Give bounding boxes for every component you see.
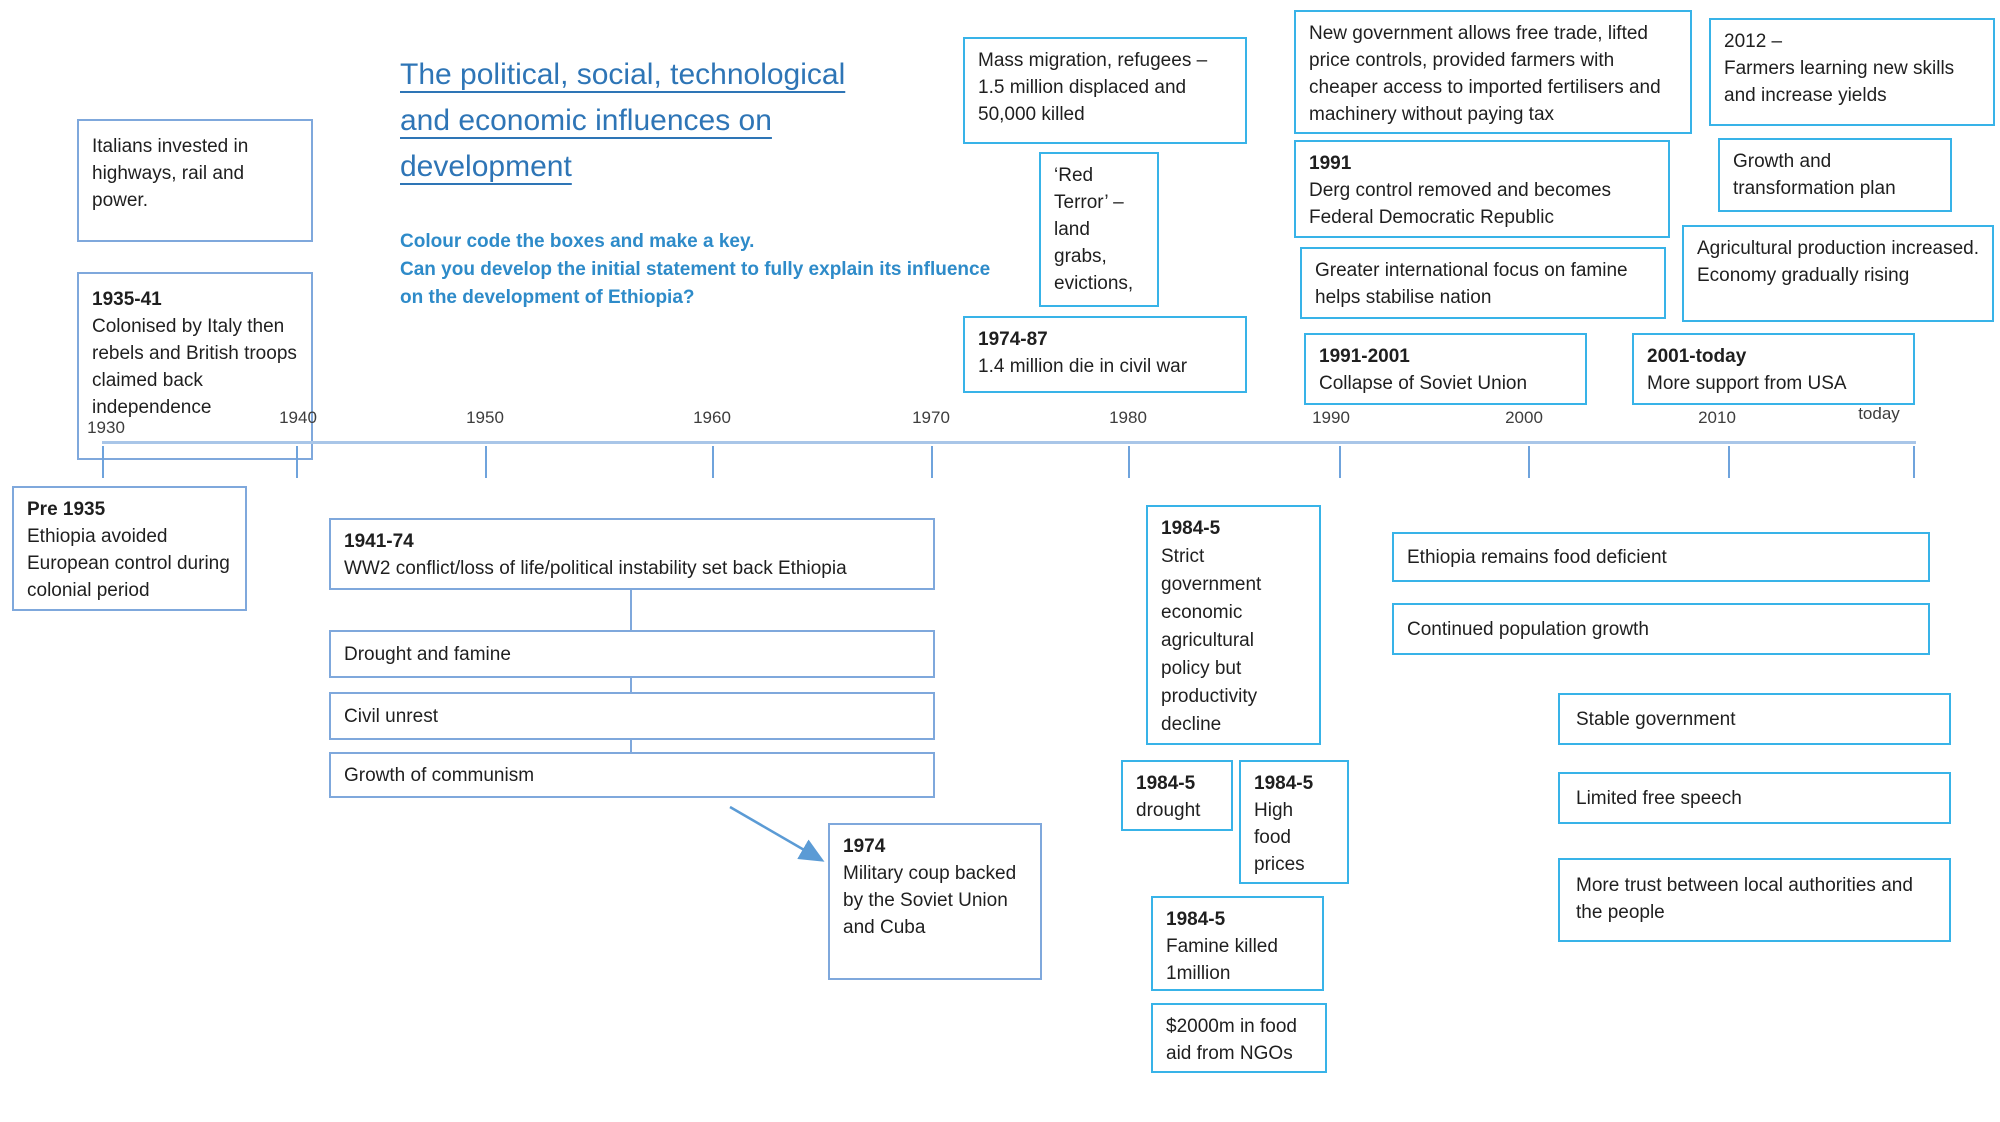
instructions-line-2: Can you develop the initial statement to fully explain its influence on the development of Ethiopia? (400, 259, 991, 308)
box-heading: 1984-5 (1136, 773, 1196, 794)
box-text: Greater international focus on famine helps stabilise nation (1315, 260, 1628, 308)
timeline-tick-1930 (102, 446, 104, 478)
box-heading: 1941-74 (344, 531, 414, 552)
page-title-line: and economic influences on (400, 104, 772, 137)
box-heading: 1984-5 (1166, 909, 1226, 930)
timeline-year-label: 1970 (912, 408, 950, 427)
connector-line (630, 678, 632, 692)
box-pre-1935[interactable] (12, 486, 247, 611)
box-farmers-2012[interactable] (1709, 18, 1995, 126)
box-red-terror[interactable] (1039, 152, 1159, 307)
box-text: ‘Red Terror’ – land grabs, evictions, (1054, 165, 1134, 294)
box-heading: 1991-2001 (1319, 346, 1410, 367)
box-soviet-collapse[interactable] (1304, 333, 1587, 405)
box-growth-of-communism[interactable] (329, 752, 935, 798)
timeline-tick-1960 (712, 446, 714, 478)
box-stable-government[interactable] (1558, 693, 1951, 745)
box-text: Collapse of Soviet Union (1319, 373, 1528, 394)
timeline-tick-1950 (485, 446, 487, 478)
instructions-line-1: Colour code the boxes and make a key. (400, 231, 755, 252)
box-text: Derg control removed and becomes Federal Democratic Republic (1309, 180, 1612, 228)
timeline-year-label: 1940 (279, 408, 317, 427)
box-ww2-1941-74[interactable] (329, 518, 935, 590)
box-heading: 1974-87 (978, 329, 1048, 350)
timeline-tick-today (1913, 446, 1915, 478)
box-heading: Pre 1935 (27, 499, 106, 520)
box-text: Colonised by Italy then rebels and British troops claimed back independence (92, 316, 297, 418)
box-heading: 2001-today (1647, 346, 1747, 367)
box-text: Growth and transformation plan (1733, 151, 1896, 199)
timeline-tick-2010 (1728, 446, 1730, 478)
box-civil-war-1974-87[interactable] (963, 316, 1247, 393)
box-text: Ethiopia avoided European control during colonial period (27, 526, 230, 601)
box-text: High food prices (1254, 800, 1305, 875)
box-text: drought (1136, 800, 1201, 821)
box-high-food-prices-1984-5[interactable] (1239, 760, 1349, 884)
box-growth-transformation-plan[interactable] (1718, 138, 1952, 212)
timeline-year-label: 2000 (1505, 408, 1543, 427)
box-heading: 1935-41 (92, 289, 162, 310)
timeline-year-label: 2010 (1698, 408, 1736, 427)
box-new-government[interactable] (1294, 10, 1692, 134)
box-text: Growth of communism (344, 765, 535, 786)
box-text: Limited free speech (1576, 788, 1742, 809)
page-title-line: The political, social, technological (400, 58, 846, 91)
box-population-growth[interactable] (1392, 603, 1930, 655)
box-heading: 1984-5 (1254, 773, 1314, 794)
page-title (400, 52, 975, 190)
timeline-year-label: 1990 (1312, 408, 1350, 427)
box-famine-killed-1984-5[interactable] (1151, 896, 1324, 991)
timeline-year-label: today (1858, 404, 1900, 423)
timeline-year-label: 1950 (466, 408, 504, 427)
box-food-deficient[interactable] (1392, 532, 1930, 582)
box-trust-local-authorities[interactable] (1558, 858, 1951, 942)
box-drought-1984-5[interactable] (1121, 760, 1233, 831)
box-text: 1.4 million die in civil war (978, 356, 1188, 377)
box-heading: 1984-5 (1161, 518, 1221, 539)
box-military-coup-1974[interactable] (828, 823, 1042, 980)
box-text: Mass migration, refugees – 1.5 million displaced and 50,000 killed (978, 50, 1208, 125)
connector-line (630, 740, 632, 752)
instructions-text (400, 228, 1000, 312)
box-food-aid-ngos[interactable] (1151, 1003, 1327, 1073)
box-heading: 1991 (1309, 153, 1352, 174)
timeline-tick-2000 (1528, 446, 1530, 478)
box-text: Continued population growth (1407, 619, 1649, 640)
box-heading: 1974 (843, 836, 886, 857)
timeline-tick-1990 (1339, 446, 1341, 478)
box-strict-policy-1984-5[interactable] (1146, 505, 1321, 745)
box-limited-free-speech[interactable] (1558, 772, 1951, 824)
timeline-year-label: 1980 (1109, 408, 1147, 427)
box-civil-unrest[interactable] (329, 692, 935, 740)
box-text: More support from USA (1647, 373, 1847, 394)
box-text: Civil unrest (344, 706, 438, 727)
box-text: Agricultural production increased. Economy gradually rising (1697, 238, 1979, 286)
box-italians-investment[interactable] (77, 119, 313, 242)
box-text: Military coup backed by the Soviet Union and Cuba (843, 863, 1017, 938)
box-agricultural-production[interactable] (1682, 225, 1994, 322)
box-mass-migration[interactable] (963, 37, 1247, 144)
box-drought-and-famine[interactable] (329, 630, 935, 678)
timeline-tick-1980 (1128, 446, 1130, 478)
box-derg-removed-1991[interactable] (1294, 140, 1670, 238)
timeline-axis (102, 441, 1916, 444)
connector-line (630, 590, 632, 630)
timeline-tick-1970 (931, 446, 933, 478)
timeline-year-label: 1960 (693, 408, 731, 427)
box-text: $2000m in food aid from NGOs (1166, 1016, 1297, 1064)
box-text: Drought and famine (344, 644, 511, 665)
box-usa-support[interactable] (1632, 333, 1915, 405)
box-international-focus[interactable] (1300, 247, 1666, 319)
box-text: Farmers learning new skills and increase yields (1724, 58, 1955, 106)
box-text: Italians invested in highways, rail and power. (92, 136, 249, 211)
box-text: Ethiopia remains food deficient (1407, 547, 1667, 568)
box-text: Strict government economic agricultural policy but productivity decline (1161, 546, 1262, 735)
timeline-tick-1940 (296, 446, 298, 478)
box-text: More trust between local authorities and the people (1576, 875, 1913, 923)
box-heading: 2012 – (1724, 31, 1783, 52)
box-text: Stable government (1576, 709, 1736, 730)
timeline-year-label: 1930 (87, 418, 125, 437)
box-text: WW2 conflict/loss of life/political instability set back Ethiopia (344, 558, 847, 579)
box-text: Famine killed 1million (1166, 936, 1278, 984)
box-text: New government allows free trade, lifted price controls, provided farmers with cheaper access to imported fertilisers and machinery without paying tax (1309, 23, 1661, 125)
page-title-line: development (400, 150, 572, 183)
